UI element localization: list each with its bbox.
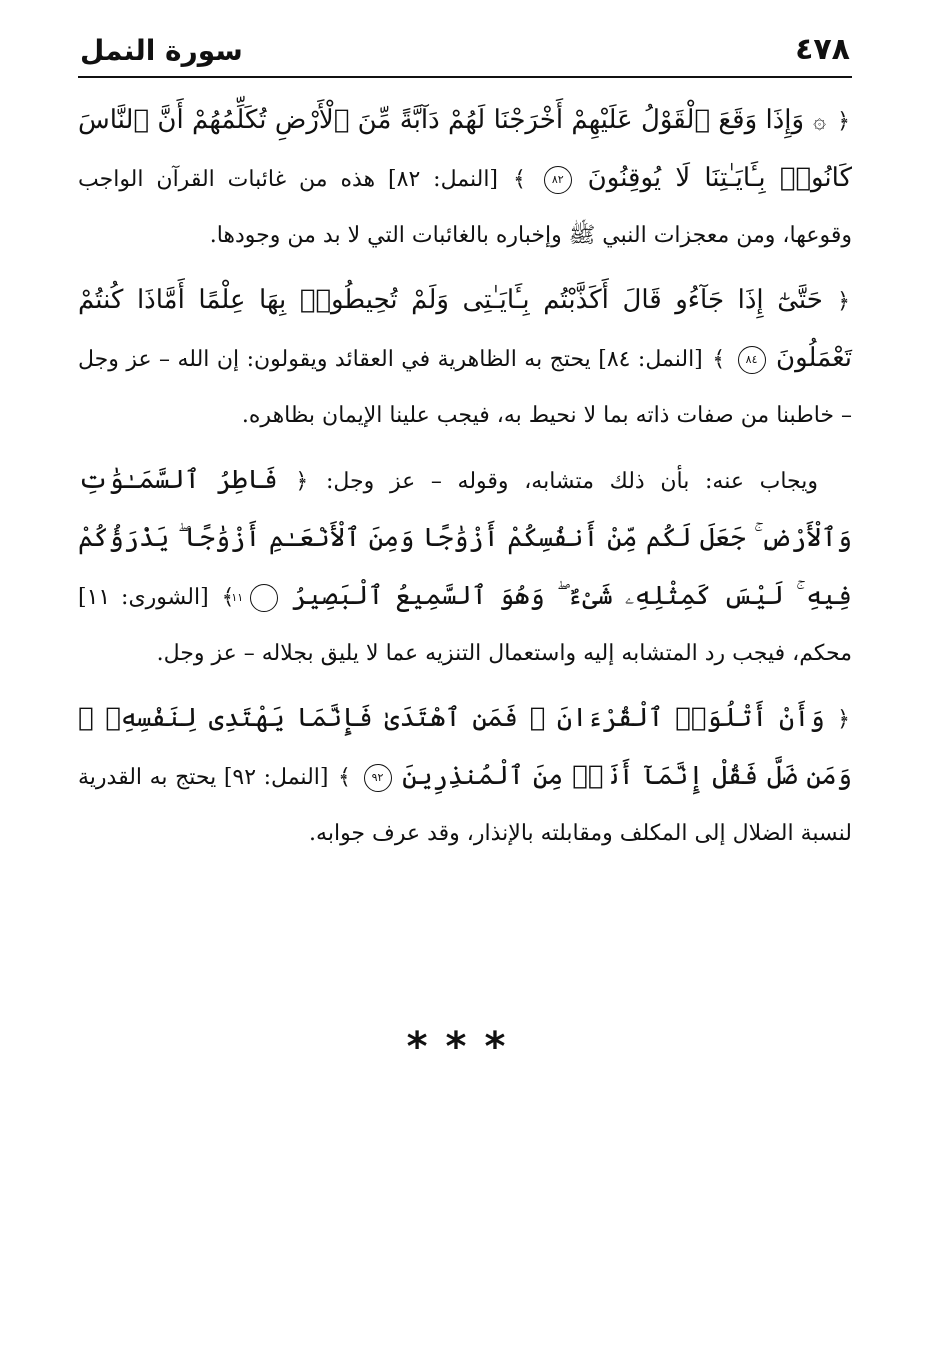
hizb-star-icon: ۞: [813, 109, 827, 134]
section-divider: ***: [406, 1024, 524, 1070]
commentary-paragraph-2: [78, 272, 852, 444]
commentary-text: [النمل: ٨٤] يحتج به الظاهرية في العقائد ويقولون: إن الله – عز وجل – خاطبنا من صفات ذاته بما لا نحيط به، فيجب علينا الإيمان بظاهره.: [78, 347, 852, 428]
commentary-paragraph-4: [78, 690, 852, 862]
page-header: [78, 28, 852, 78]
page-number: ٤٧٨: [795, 32, 850, 67]
commentary-paragraph-1: [78, 92, 852, 264]
quran-verse: حَتَّىٰٓ إِذَا جَآءُو قَالَ أَكَذَّبْتُم بِـَٔايَـٰتِى وَلَمْ تُحِيطُوا۟ بِهَا عِلْمًا أَمَّاذَا كُنتُمْ تَعْمَلُونَ: [78, 285, 852, 373]
ayah-number-icon: ٨٤: [738, 346, 766, 374]
ayah-number-icon: ١١: [250, 584, 278, 612]
commentary-text: [النمل: ٩٢] يحتج به القدرية لنسبة الضلال إلى المكلف ومقابلته بالإنذار، وقد عرف جوابه.: [78, 765, 852, 846]
verse-close-bracket: ﴾: [221, 585, 235, 610]
surah-title: سورة النمل: [80, 34, 243, 67]
verse-open-bracket: ﴿: [837, 289, 850, 314]
commentary-text: [الشورى: ١١] محكم، فيجب رد المتشابه إليه واستعمال التنزيه عما لا يليق بجلاله – عز وجل.: [78, 585, 852, 666]
book-page: [78, 28, 852, 1328]
quran-verse: وَأَنْ أَتْلُوَا۟ ٱلْقُرْءَانَ ۖ فَمَنِ ٱهْتَدَىٰ فَإِنَّمَا يَهْتَدِى لِنَفْسِهِۦ ۖ وَمَن ضَلَّ فَقُلْ إِنَّمَآ أَنَا۠ مِنَ ٱلْمُنذِرِينَ: [78, 703, 852, 791]
ayah-number-icon: ٩٢: [364, 764, 392, 792]
commentary-lead-text: ويجاب عنه: بأن ذلك متشابه، وقوله – عز وجل:: [325, 469, 818, 494]
verse-open-bracket: ﴿: [837, 707, 850, 732]
commentary-paragraph-3: [78, 452, 852, 682]
quran-verse: فَاطِرُ ٱلسَّمَـٰوَٰتِ وَٱلْأَرْضِ ۚ جَعَلَ لَكُم مِّنْ أَنفُسِكُمْ أَزْوَٰجًا وَمِنَ ٱلْأَنْعَـٰمِ أَزْوَٰجًا ۖ يَذْرَؤُكُمْ فِيهِ ۚ لَيْسَ كَمِثْلِهِۦ شَىْءٌ ۖ وَهُوَ ٱلسَّمِيعُ ٱلْبَصِيرُ: [78, 465, 853, 611]
verse-close-bracket: ﴾: [712, 347, 726, 372]
verse-close-bracket: ﴾: [338, 765, 351, 790]
verse-open-bracket: ﴿: [295, 469, 309, 494]
ayah-number-icon: ٨٢: [544, 166, 572, 194]
verse-close-bracket: ﴾: [512, 167, 526, 192]
page-body: [78, 92, 852, 862]
commentary-text: [النمل: ٨٢] هذه من غائبات القرآن الواجب وقوعها، ومن معجزات النبي ﷺ وإخباره بالغائبات التي لا بد من وجودها.: [78, 167, 852, 248]
quran-verse: وَإِذَا وَقَعَ ٱلْقَوْلُ عَلَيْهِمْ أَخْرَجْنَا لَهُمْ دَآبَّةً مِّنَ ٱلْأَرْضِ تُكَلِّمُهُمْ أَنَّ ٱلنَّاسَ كَانُوا۟ بِـَٔايَـٰتِنَا لَا يُوقِنُونَ: [78, 105, 852, 193]
verse-open-bracket: ﴿: [837, 109, 851, 134]
